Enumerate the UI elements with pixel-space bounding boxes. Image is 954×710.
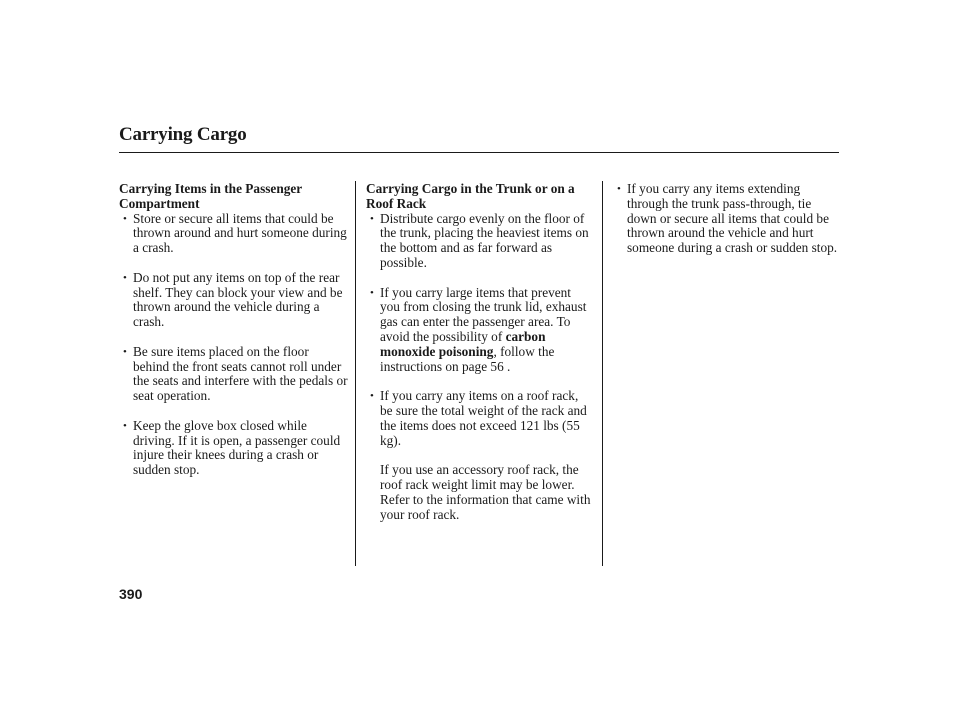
bullet-icon: • bbox=[617, 183, 621, 195]
bullet-icon: • bbox=[123, 271, 127, 284]
paragraph: If you use an accessory roof rack, the roof rack weight limit may be lower. Refer to the information that came with your roof rack. bbox=[380, 462, 591, 522]
page-reference-link[interactable]: 56 bbox=[490, 358, 504, 374]
column-divider-2 bbox=[602, 181, 603, 566]
section-heading: Carrying Items in the Passenger Compartment bbox=[119, 181, 302, 211]
list-item: • If you carry large items that prevent you from closing the trunk lid, exhaust gas can enter the passenger area. To avoid the possibility of carbon monoxide poisoning, follow the instructions on page 56 . bbox=[370, 284, 587, 374]
page-number: 390 bbox=[119, 586, 143, 602]
bullet-icon: • bbox=[370, 212, 374, 225]
list-item: • Be sure items placed on the floor behind the front seats cannot roll under the seats and interfere with the pedals or seat operation. bbox=[123, 343, 348, 404]
bullet-icon: • bbox=[123, 419, 127, 432]
bullet-icon: • bbox=[123, 212, 127, 225]
list-item: • Store or secure all items that could be thrown around and hurt someone during a crash. bbox=[123, 210, 347, 256]
section-heading: Carrying Cargo in the Trunk or on a Roof Rack bbox=[366, 181, 575, 211]
bullet-icon: • bbox=[370, 286, 374, 299]
column-trunk-roof-rack bbox=[366, 182, 594, 522]
column-passenger-compartment bbox=[119, 182, 348, 493]
column-pass-through bbox=[613, 182, 839, 271]
bullet-list bbox=[119, 212, 348, 478]
list-item: • If you carry any items on a roof rack, be sure the total weight of the rack and the items does not exceed 121 lbs (55 kg). bbox=[370, 388, 587, 448]
title-rule bbox=[119, 152, 839, 153]
bullet-list bbox=[366, 212, 594, 449]
bullet-icon: • bbox=[370, 390, 374, 403]
list-item: • If you carry any items extending through the trunk pass-through, tie down or secure all items that could be thrown around the vehicle and hurt someone during a crash or sudden stop. bbox=[617, 181, 838, 256]
column-divider-1 bbox=[355, 181, 356, 566]
page-title: Carrying Cargo bbox=[119, 124, 247, 145]
list-item: • Do not put any items on top of the rear shelf. They can block your view and be thrown around the vehicle during a crash. bbox=[123, 269, 343, 330]
list-item: • Distribute cargo evenly on the floor of the trunk, placing the heaviest items on the bottom and as far forward as possible. bbox=[370, 210, 589, 270]
bullet-list bbox=[613, 182, 839, 256]
warning-term: carbon monoxide poisoning bbox=[380, 328, 546, 359]
list-item: • Keep the glove box closed while driving. If it is open, a passenger could injure their knees during a crash or sudden stop. bbox=[123, 417, 341, 478]
bullet-icon: • bbox=[123, 345, 127, 358]
